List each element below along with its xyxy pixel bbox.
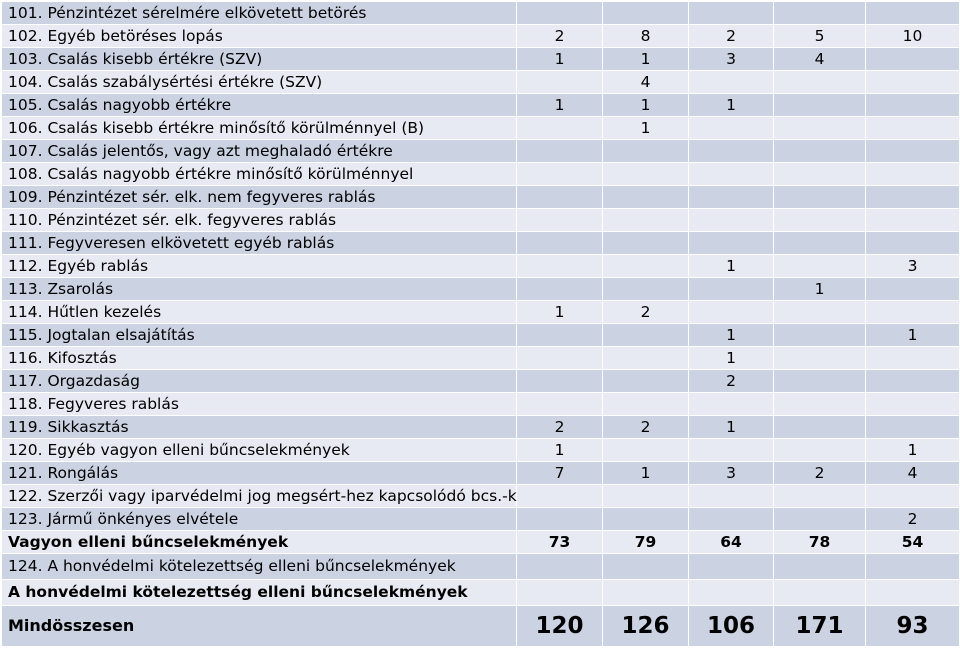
value-cell: [603, 209, 689, 232]
value-cell: [774, 232, 866, 255]
value-cell: [517, 209, 603, 232]
value-cell: [517, 324, 603, 347]
row-label: A honvédelmi kötelezettség elleni bűncselekmények: [2, 580, 517, 606]
value-cell: 120: [517, 606, 603, 647]
value-cell: [866, 278, 960, 301]
row-label: 120. Egyéb vagyon elleni bűncselekmények: [2, 439, 517, 462]
value-cell: [603, 278, 689, 301]
value-cell: 1: [689, 255, 774, 278]
row-label: 116. Kifosztás: [2, 347, 517, 370]
value-cell: 2: [517, 25, 603, 48]
value-cell: 64: [689, 531, 774, 554]
value-cell: 3: [866, 255, 960, 278]
table-row: [2, 580, 960, 606]
table-row: [2, 531, 960, 554]
table-row: [2, 186, 960, 209]
value-cell: 1: [603, 462, 689, 485]
row-label: 103. Csalás kisebb értékre (SZV): [2, 48, 517, 71]
row-label: 111. Fegyveresen elkövetett egyéb rablás: [2, 232, 517, 255]
row-label: 109. Pénzintézet sér. elk. nem fegyveres rablás: [2, 186, 517, 209]
value-cell: [774, 347, 866, 370]
row-label: 122. Szerzői vagy iparvédelmi jog megsért-hez kapcsolódó bcs.-k: [2, 485, 517, 508]
value-cell: [866, 117, 960, 140]
value-cell: 3: [689, 462, 774, 485]
table-row: [2, 117, 960, 140]
value-cell: 1: [517, 301, 603, 324]
table-row: [2, 485, 960, 508]
table-row: [2, 606, 960, 647]
value-cell: 5: [774, 25, 866, 48]
table-row: [2, 209, 960, 232]
value-cell: [603, 508, 689, 531]
table-row: [2, 232, 960, 255]
value-cell: [689, 278, 774, 301]
value-cell: [689, 71, 774, 94]
value-cell: 1: [603, 94, 689, 117]
value-cell: [866, 48, 960, 71]
value-cell: [689, 140, 774, 163]
value-cell: [603, 485, 689, 508]
row-label: 105. Csalás nagyobb értékre: [2, 94, 517, 117]
value-cell: [517, 140, 603, 163]
table-row: [2, 347, 960, 370]
value-cell: [774, 117, 866, 140]
value-cell: 1: [603, 117, 689, 140]
value-cell: [774, 2, 866, 25]
value-cell: [774, 416, 866, 439]
value-cell: [603, 163, 689, 186]
value-cell: [774, 508, 866, 531]
table-row: [2, 370, 960, 393]
row-label: 107. Csalás jelentős, vagy azt meghaladó értékre: [2, 140, 517, 163]
value-cell: 10: [866, 25, 960, 48]
value-cell: [517, 370, 603, 393]
value-cell: [603, 255, 689, 278]
value-cell: [689, 186, 774, 209]
table-row: [2, 94, 960, 117]
value-cell: [774, 439, 866, 462]
row-label: 115. Jogtalan elsajátítás: [2, 324, 517, 347]
value-cell: [517, 163, 603, 186]
value-cell: 4: [866, 462, 960, 485]
value-cell: 4: [774, 48, 866, 71]
value-cell: 2: [689, 370, 774, 393]
value-cell: [603, 324, 689, 347]
value-cell: 1: [774, 278, 866, 301]
value-cell: [689, 554, 774, 580]
row-label: 117. Orgazdaság: [2, 370, 517, 393]
value-cell: 2: [603, 416, 689, 439]
table-row: [2, 2, 960, 25]
value-cell: [689, 439, 774, 462]
table-body: [2, 2, 960, 647]
value-cell: [517, 393, 603, 416]
value-cell: 4: [603, 71, 689, 94]
value-cell: [603, 232, 689, 255]
value-cell: [774, 324, 866, 347]
value-cell: 2: [689, 25, 774, 48]
value-cell: 1: [517, 439, 603, 462]
table-row: [2, 393, 960, 416]
value-cell: 93: [866, 606, 960, 647]
value-cell: [866, 393, 960, 416]
table-row: [2, 301, 960, 324]
value-cell: [866, 209, 960, 232]
value-cell: [603, 554, 689, 580]
table-row: [2, 416, 960, 439]
value-cell: [689, 508, 774, 531]
row-label: 114. Hűtlen kezelés: [2, 301, 517, 324]
row-label: 123. Jármű önkényes elvétele: [2, 508, 517, 531]
value-cell: [774, 554, 866, 580]
value-cell: [689, 393, 774, 416]
value-cell: [689, 232, 774, 255]
value-cell: 1: [517, 48, 603, 71]
value-cell: [774, 209, 866, 232]
row-label: 108. Csalás nagyobb értékre minősítő körülménnyel: [2, 163, 517, 186]
value-cell: [689, 117, 774, 140]
row-label: 112. Egyéb rablás: [2, 255, 517, 278]
value-cell: [603, 140, 689, 163]
table-row: [2, 462, 960, 485]
value-cell: [603, 370, 689, 393]
row-label: 124. A honvédelmi kötelezettség elleni bűncselekmények: [2, 554, 517, 580]
value-cell: [517, 508, 603, 531]
value-cell: 171: [774, 606, 866, 647]
value-cell: [517, 2, 603, 25]
value-cell: [774, 393, 866, 416]
value-cell: [689, 2, 774, 25]
table-row: [2, 508, 960, 531]
value-cell: 3: [689, 48, 774, 71]
value-cell: [517, 580, 603, 606]
value-cell: [866, 186, 960, 209]
value-cell: [517, 117, 603, 140]
value-cell: 1: [689, 416, 774, 439]
value-cell: [517, 255, 603, 278]
table-row: [2, 255, 960, 278]
value-cell: [774, 580, 866, 606]
value-cell: [774, 255, 866, 278]
row-label: 119. Sikkasztás: [2, 416, 517, 439]
value-cell: [866, 2, 960, 25]
value-cell: 2: [517, 416, 603, 439]
table-row: [2, 554, 960, 580]
value-cell: 1: [517, 94, 603, 117]
value-cell: [866, 416, 960, 439]
value-cell: [866, 580, 960, 606]
value-cell: 1: [689, 94, 774, 117]
row-label: 106. Csalás kisebb értékre minősítő körülménnyel (B): [2, 117, 517, 140]
value-cell: 1: [866, 324, 960, 347]
value-cell: [774, 186, 866, 209]
value-cell: [517, 347, 603, 370]
value-cell: [603, 393, 689, 416]
row-label: 121. Rongálás: [2, 462, 517, 485]
value-cell: [689, 301, 774, 324]
value-cell: [866, 347, 960, 370]
row-label: 113. Zsarolás: [2, 278, 517, 301]
row-label: 102. Egyéb betöréses lopás: [2, 25, 517, 48]
table-row: [2, 163, 960, 186]
value-cell: [774, 301, 866, 324]
value-cell: [774, 71, 866, 94]
value-cell: [517, 232, 603, 255]
value-cell: 73: [517, 531, 603, 554]
value-cell: 54: [866, 531, 960, 554]
value-cell: [774, 370, 866, 393]
value-cell: [866, 370, 960, 393]
value-cell: [689, 485, 774, 508]
row-label: Vagyon elleni bűncselekmények: [2, 531, 517, 554]
value-cell: 8: [603, 25, 689, 48]
table-row: [2, 324, 960, 347]
table-row: [2, 71, 960, 94]
value-cell: [603, 347, 689, 370]
row-label: 101. Pénzintézet sérelmére elkövetett betörés: [2, 2, 517, 25]
value-cell: [866, 232, 960, 255]
value-cell: 7: [517, 462, 603, 485]
value-cell: 126: [603, 606, 689, 647]
value-cell: [517, 186, 603, 209]
table-row: [2, 278, 960, 301]
value-cell: [603, 439, 689, 462]
value-cell: 2: [774, 462, 866, 485]
value-cell: 1: [689, 324, 774, 347]
value-cell: [774, 485, 866, 508]
value-cell: [866, 71, 960, 94]
value-cell: [774, 163, 866, 186]
value-cell: [517, 554, 603, 580]
value-cell: [517, 71, 603, 94]
row-label: Mindösszesen: [2, 606, 517, 647]
value-cell: [866, 94, 960, 117]
row-label: 118. Fegyveres rablás: [2, 393, 517, 416]
row-label: 104. Csalás szabálysértési értékre (SZV): [2, 71, 517, 94]
table-row: [2, 48, 960, 71]
value-cell: 106: [689, 606, 774, 647]
value-cell: [774, 94, 866, 117]
value-cell: [603, 186, 689, 209]
value-cell: 78: [774, 531, 866, 554]
value-cell: [517, 278, 603, 301]
crime-statistics-table: [1, 1, 960, 647]
value-cell: [603, 2, 689, 25]
value-cell: [689, 163, 774, 186]
value-cell: 2: [603, 301, 689, 324]
value-cell: [866, 301, 960, 324]
value-cell: [774, 140, 866, 163]
value-cell: 1: [603, 48, 689, 71]
value-cell: [866, 485, 960, 508]
value-cell: 2: [866, 508, 960, 531]
value-cell: [866, 554, 960, 580]
table-row: [2, 439, 960, 462]
value-cell: [603, 580, 689, 606]
value-cell: [689, 209, 774, 232]
value-cell: 1: [689, 347, 774, 370]
value-cell: 79: [603, 531, 689, 554]
value-cell: [866, 163, 960, 186]
value-cell: [689, 580, 774, 606]
value-cell: 1: [866, 439, 960, 462]
value-cell: [866, 140, 960, 163]
row-label: 110. Pénzintézet sér. elk. fegyveres rablás: [2, 209, 517, 232]
table-row: [2, 140, 960, 163]
table-row: [2, 25, 960, 48]
value-cell: [517, 485, 603, 508]
